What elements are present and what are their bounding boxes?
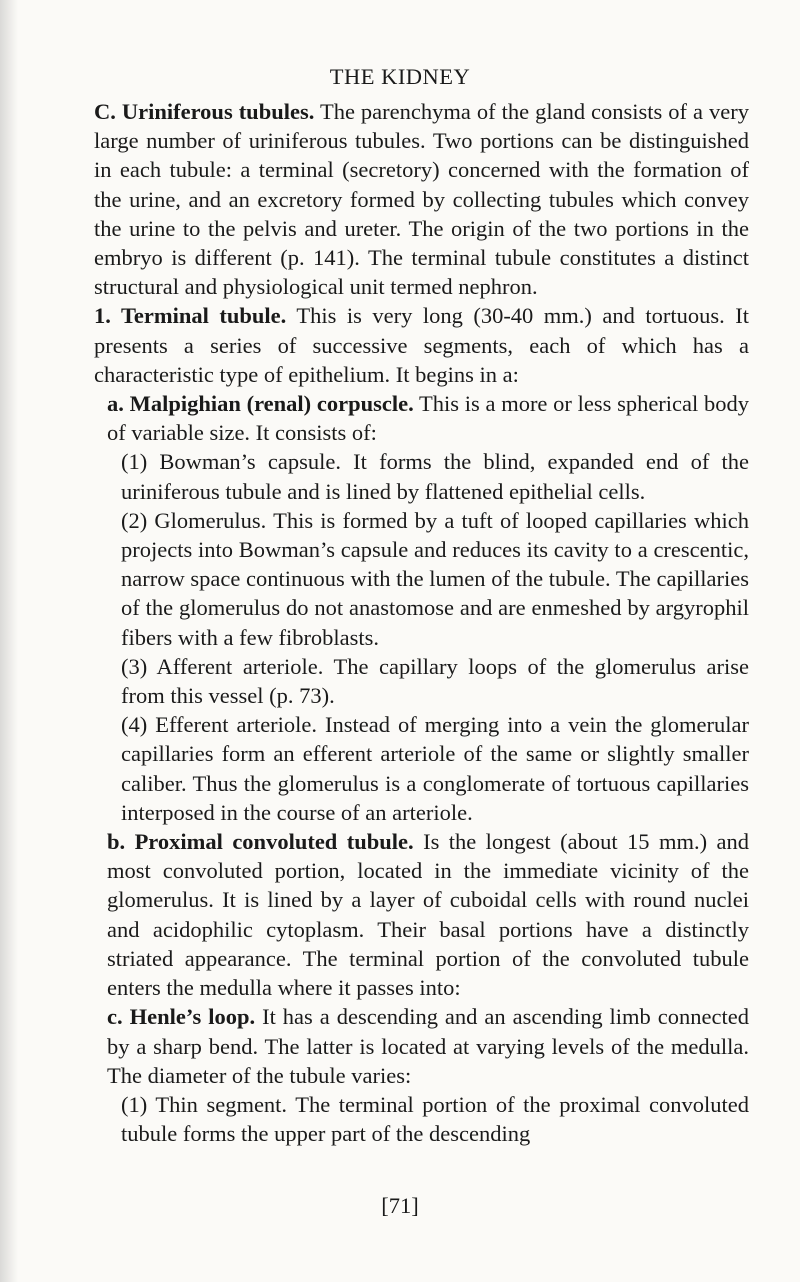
paragraph-efferent-arteriole xyxy=(94,710,749,827)
heading-proximal-convoluted-tubule: b. Proximal convoluted tubule. xyxy=(107,829,414,855)
paragraph-text: (1) Thin segment. The terminal portion of the proximal convoluted tubule forms the upper part of the descending xyxy=(121,1091,749,1147)
heading-uriniferous-tubules: C. Uriniferous tubules. xyxy=(94,99,315,124)
paragraph-text: This is a more or less spherical body of variable size. It consists of: xyxy=(107,391,749,446)
paragraph-afferent-arteriole xyxy=(94,652,749,710)
scan-edge-shadow xyxy=(0,0,18,1282)
paragraph-henles-loop xyxy=(94,1002,749,1090)
paragraph-text: (3) Afferent arteriole. The capillary loops of the glomerulus arise from this vessel (p. 73). xyxy=(121,653,749,709)
paragraph-thin-segment xyxy=(94,1090,749,1148)
paragraph-glomerulus xyxy=(94,506,749,652)
heading-henles-loop: c. Henle’s loop. xyxy=(107,1004,256,1030)
heading-terminal-tubule: 1. Terminal tubule. xyxy=(94,303,287,329)
heading-malpighian-corpuscle: a. Malpighian (renal) corpuscle. xyxy=(107,391,414,417)
paragraph-proximal-convoluted-tubule xyxy=(94,827,749,1002)
paragraph-text: It has a descending and an ascending limb connected by a sharp bend. The latter is located at varying levels of the medulla. The diameter of the tubule varies: xyxy=(107,1004,749,1088)
paragraph-text: (4) Efferent arteriole. Instead of merging into a vein the glomerular capillaries form an efferent arteriole of the same or slightly smaller caliber. Thus the glomerulus is a conglomerate of tortuous capillaries interposed in the course of an arteriole. xyxy=(121,712,749,825)
paragraph-text: (2) Glomerulus. This is formed by a tuft of looped capillaries which projects into Bowman’s capsule and reduces its cavity to a crescentic, narrow space continuous with the lumen of the tubule. The capillaries of the glomerulus do not anastomose and are enmeshed by argyrophil fibers with a few fibroblasts. xyxy=(121,507,749,650)
paragraph-text: (1) Bowman’s capsule. It forms the blind, expanded end of the uriniferous tubule and is lined by flattened epithelial cells. xyxy=(121,449,749,504)
body-text xyxy=(94,97,749,1148)
paragraph-uriniferous-tubules xyxy=(94,97,749,301)
running-head: THE KIDNEY xyxy=(329,64,471,89)
page-number: [71] xyxy=(381,1193,419,1218)
paragraph-bowmans-capsule xyxy=(94,447,749,505)
paragraph-terminal-tubule xyxy=(94,301,749,389)
paragraph-text: Is the longest (about 15 mm.) and most convoluted portion, located in the immediate vicinity of the glomerulus. It is lined by a layer of cuboidal cells with round nuclei and acidophilic cytoplasm. Their basal portions have a distinctly striated appearance. The terminal portion of the convoluted tubule enters the medulla where it passes into: xyxy=(107,829,749,1001)
paragraph-text: This is very long (30-40 mm.) and tortuous. It presents a series of successive segments, each of which has a characteristic type of epithelium. It begins in a: xyxy=(94,303,749,387)
paragraph-malpighian-corpuscle xyxy=(94,389,749,447)
paragraph-text: The parenchyma of the gland consists of a very large number of uriniferous tubules. Two portions can be distinguished in each tubule: a terminal (secretory) concerned with the formation of the urine, and an excretory formed by collecting tubules which convey the urine to the pelvis and ureter. The origin of the two portions in the embryo is different (p. 141). The terminal tubule constitutes a distinct structural and physiological unit termed nephron. xyxy=(94,99,750,300)
